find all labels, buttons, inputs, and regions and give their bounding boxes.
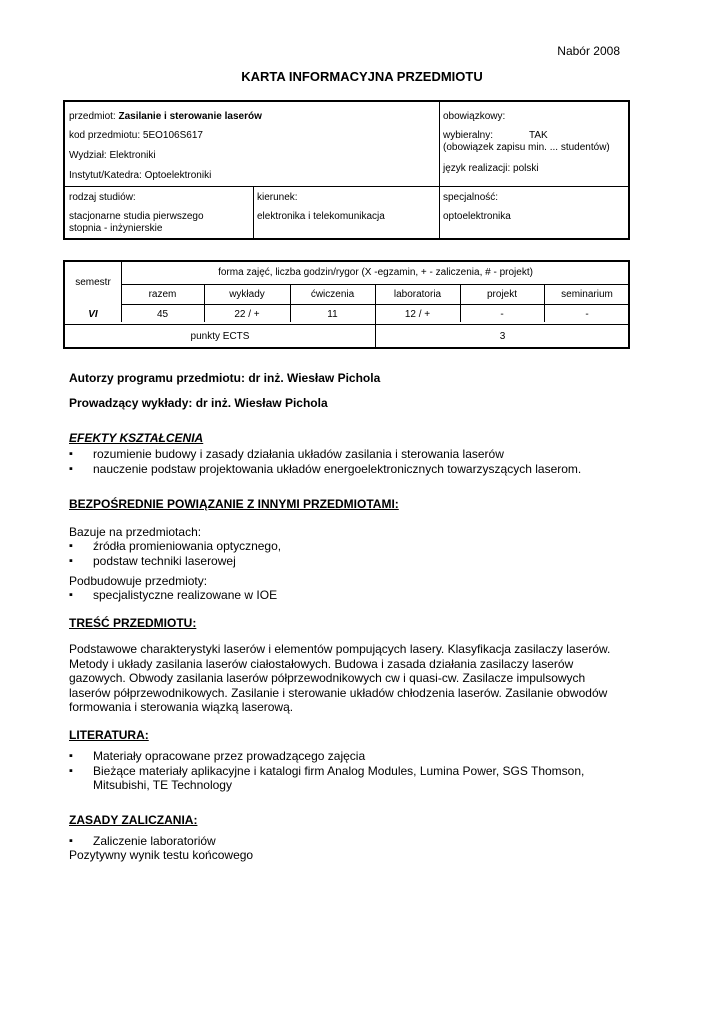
page-title: KARTA INFORMACYJNA PRZEDMIOTU: [241, 69, 483, 84]
val-projekt: -: [500, 309, 504, 320]
col-razem: razem: [148, 289, 177, 300]
val-wyklady: 22 / +: [234, 309, 260, 320]
val-laboratoria: 12 / +: [404, 309, 431, 320]
val-cwiczenia: 11: [327, 309, 338, 320]
list-item-continuation: Mitsubishi, TE Technology: [93, 778, 232, 793]
val-razem: 45: [156, 309, 169, 320]
list-item: ▪ Zaliczenie laboratoriów: [69, 834, 216, 849]
kod-przedmiotu: kod przedmiotu: 5EO106S617: [69, 130, 203, 141]
przedmiot-row: [69, 110, 262, 123]
text-line: Podstawowe charakterystyki laserów i elementów pompujących lasery. Klasyfikacja zasilaczy laserów.: [69, 642, 611, 656]
jezyk-realizacji: język realizacji: polski: [443, 163, 539, 174]
efekty-list: [69, 447, 581, 476]
col-cwiczenia: ćwiczenia: [310, 289, 355, 300]
wybieralny-label: wybieralny:: [443, 130, 494, 141]
list-item: ▪ Bieżące materiały aplikacyjne i katalogi firm Analog Modules, Lumina Power, SGS Thomson,: [69, 764, 584, 779]
list-item: ▪ nauczenie podstaw projektowania układów energoelektronicznych towarzyszących laserom.: [69, 462, 581, 477]
powiazania-heading: BEZPOŚREDNIE POWIĄZANIE Z INNYMI PRZEDMIOTAMI:: [69, 497, 399, 511]
ects-label: punkty ECTS: [190, 331, 250, 342]
text-line: gazowych. Obwody zasilania laserów półprzewodnikowych cw i quasi-cw. Zasilacze impulsowych: [69, 671, 586, 686]
literatura-heading: LITERATURA:: [69, 728, 149, 742]
kierunek-value: elektronika i telekomunikacja: [257, 211, 385, 222]
wybieralny-value: TAK: [529, 130, 548, 141]
nabor-label: Nabór 2008: [557, 44, 620, 58]
forma-zajec-label: forma zajęć, liczba godzin/rygor (X -egzamin, + - zaliczenia, # - projekt): [218, 267, 533, 278]
zasady-heading: ZASADY ZALICZANIA:: [69, 813, 198, 827]
podbudowuje-list: [69, 588, 277, 603]
hours-table: [63, 260, 630, 349]
text-line: Metody i układy zasilania laserów ciałostałowych. Budowa i zasada działania zasilaczy laserów: [69, 656, 574, 671]
tresc-heading: TREŚĆ PRZEDMIOTU:: [69, 616, 197, 630]
bazuje-label: Bazuje na przedmiotach:: [69, 525, 202, 539]
efekty-heading: EFEKTY KSZTAŁCENIA: [69, 431, 204, 445]
bazuje-list: [69, 539, 281, 568]
list-item: ▪ podstaw techniki laserowej: [69, 554, 281, 569]
list-item: ▪ Materiały opracowane przez prowadzącego zajęcia: [69, 749, 584, 764]
rodzaj-label: rodzaj studiów:: [69, 192, 136, 203]
col-seminarium: seminarium: [561, 289, 613, 300]
wydzial: Wydział: Elektroniki: [69, 150, 156, 161]
obowiazkowy: obowiązkowy:: [443, 111, 506, 122]
specjalnosc-label: specjalność:: [443, 192, 499, 203]
text-line: formowania i sterowania wiązką laserową.: [69, 700, 294, 715]
specjalnosc-value: optoelektronika: [443, 211, 511, 222]
rodzaj-line2: stopnia - inżynierskie: [69, 223, 163, 234]
przedmiot-value: Zasilanie i sterowanie laserów: [118, 111, 262, 122]
text-line: laserów półprzewodnikowych. Zasilanie i sterowanie układów chłodzenia laserów. Zasilanie obwodów: [69, 685, 608, 700]
info-table: [63, 100, 630, 240]
prowadzacy-wyklady: Prowadzący wykłady: dr inż. Wiesław Pichola: [69, 396, 328, 410]
przedmiot-label: przedmiot:: [69, 111, 119, 122]
list-item: ▪ rozumienie budowy i zasady działania układów zasilania i sterowania laserów: [69, 447, 581, 462]
ects-value: 3: [499, 331, 506, 342]
zasady-list: [69, 834, 216, 849]
semestr-value: VI: [88, 309, 98, 320]
kierunek-label: kierunek:: [257, 192, 298, 203]
col-wyklady: wykłady: [229, 289, 265, 300]
autorzy-programu: Autorzy programu przedmiotu: dr inż. Wiesław Pichola: [69, 371, 381, 385]
val-seminarium: -: [585, 309, 589, 320]
list-item: ▪ specjalistyczne realizowane w IOE: [69, 588, 277, 603]
literatura-list: [69, 749, 584, 793]
instytut: Instytut/Katedra: Optoelektroniki: [69, 170, 212, 181]
semestr-label: semestr: [75, 277, 111, 288]
podbudowuje-label: Podbudowuje przedmioty:: [69, 574, 208, 588]
tresc-text: [69, 642, 610, 715]
list-item: ▪ źródła promieniowania optycznego,: [69, 539, 281, 554]
obowiazek-zapisu: (obowiązek zapisu min. ... studentów): [443, 142, 610, 153]
zasady-last: Pozytywny wynik testu końcowego: [69, 848, 254, 862]
col-projekt: projekt: [486, 289, 517, 300]
rodzaj-line1: stacjonarne studia pierwszego: [69, 211, 204, 222]
col-laboratoria: laboratoria: [393, 289, 442, 300]
